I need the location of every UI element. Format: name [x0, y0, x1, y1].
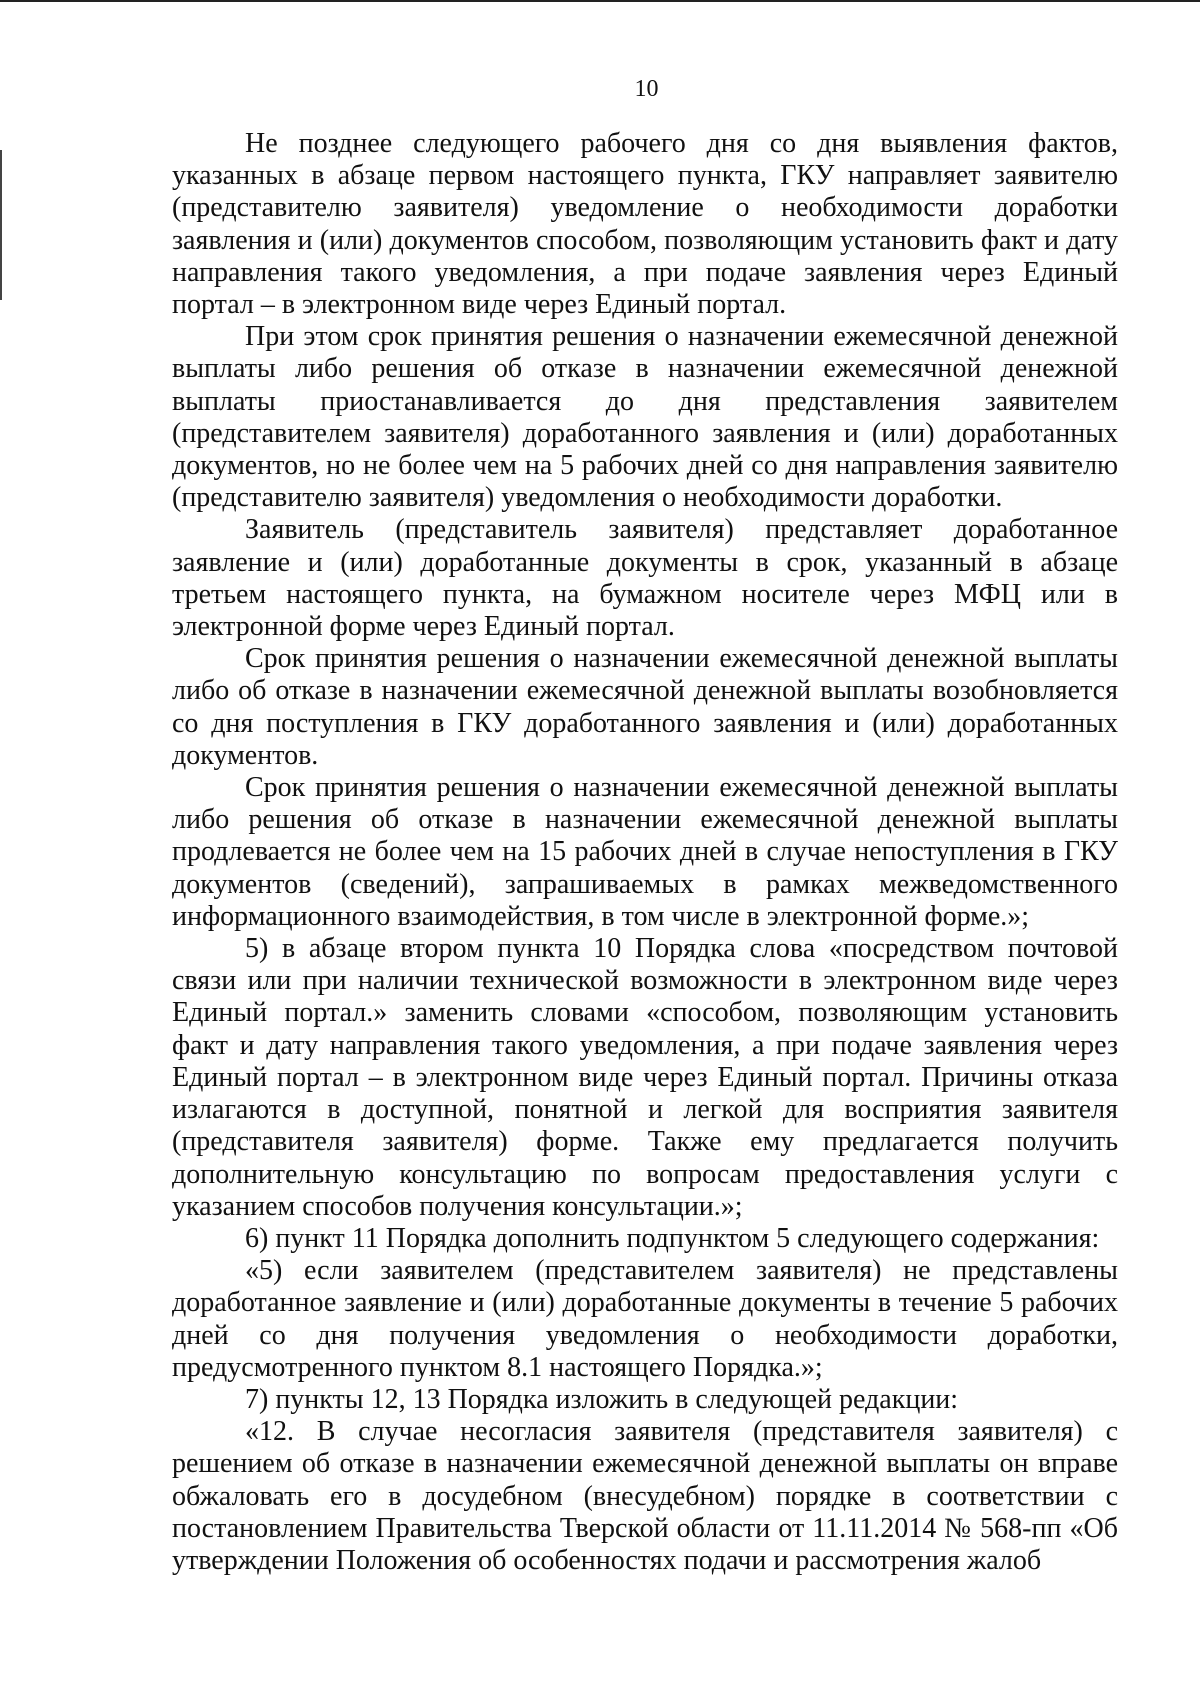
paragraph-decision-resumption: Срок принятия решения о назначении ежемесячной денежной выплаты либо об отказе в назначении ежемесячной денежной выплаты возобновляется со дня поступления в ГКУ доработанного заявления и (или) доработанных документов.	[172, 643, 1118, 771]
paragraph-item-6: 6) пункт 11 Порядка дополнить подпунктом 5 следующего содержания:	[245, 1222, 1100, 1254]
paragraph-item-7: 7) пункты 12, 13 Порядка изложить в следующей редакции:	[245, 1383, 959, 1415]
paragraph-subitem-5: «5) если заявителем (представителем заявителя) не представлены доработанное заявление и (или) доработанные документы в течение 5 рабочих дней со дня получения уведомления о необходимости доработки, предусмотренного пунктом 8.1 настоящего Порядка.»;	[172, 1255, 1118, 1383]
scan-top-border	[0, 0, 1200, 2]
paragraph-item-5: 5) в абзаце втором пункта 10 Порядка слова «посредством почтовой связи или при наличии технической возможности в электронном виде через Единый портал.» заменить словами «способом, позволяющим установить факт и дату направления такого уведомления, а при подаче заявления через Единый портал – в электронном виде через Единый портал. Причины отказа излагаются в доступной, понятной и легкой для восприятия заявителя (представителя заявителя) форме. Также ему предлагается получить дополнительную консультацию по вопросам предоставления услуги с указанием способов получения консультации.»;	[172, 933, 1118, 1222]
paragraph-decision-extension: Срок принятия решения о назначении ежемесячной денежной выплаты либо решения об отказе в назначении ежемесячной денежной выплаты продлевается не более чем на 15 рабочих дней в случае непоступления в ГКУ документов (сведений), запрашиваемых в рамках межведомственного информационного взаимодействия, в том числе в электронной форме.»;	[172, 772, 1118, 932]
scan-left-edge-mark	[0, 150, 2, 300]
page-number: 10	[634, 76, 659, 102]
paragraph-point-12: «12. В случае несогласия заявителя (представителя заявителя) с решением об отказе в назначении ежемесячной денежной выплаты он вправе обжаловать его в досудебном (внесудебном) порядке в соответствии с постановлением Правительства Тверской области от 11.11.2014 № 568-пп «Об утверждении Положения об особенностях подачи и рассмотрения жалоб	[172, 1416, 1118, 1576]
paragraph-decision-suspension: При этом срок принятия решения о назначении ежемесячной денежной выплаты либо решения об отказе в назначении ежемесячной денежной выплаты приостанавливается до дня представления заявителем (представителем заявителя) доработанного заявления и (или) доработанных документов, но не более чем на 5 рабочих дней со дня направления заявителю (представителю заявителя) уведомления о необходимости доработки.	[172, 321, 1118, 514]
document-body	[172, 128, 1118, 1577]
paragraph-applicant-submission: Заявитель (представитель заявителя) представляет доработанное заявление и (или) доработанные документы в срок, указанный в абзаце третьем настоящего пункта, на бумажном носителе через МФЦ или в электронной форме через Единый портал.	[172, 514, 1118, 643]
paragraph-notice-deadline: Не позднее следующего рабочего дня со дня выявления фактов, указанных в абзаце первом настоящего пункта, ГКУ направляет заявителю (представителю заявителя) уведомление о необходимости доработки заявления и (или) документов способом, позволяющим установить факт и дату направления такого уведомления, а при подаче заявления через Единый портал – в электронном виде через Единый портал.	[172, 128, 1118, 321]
